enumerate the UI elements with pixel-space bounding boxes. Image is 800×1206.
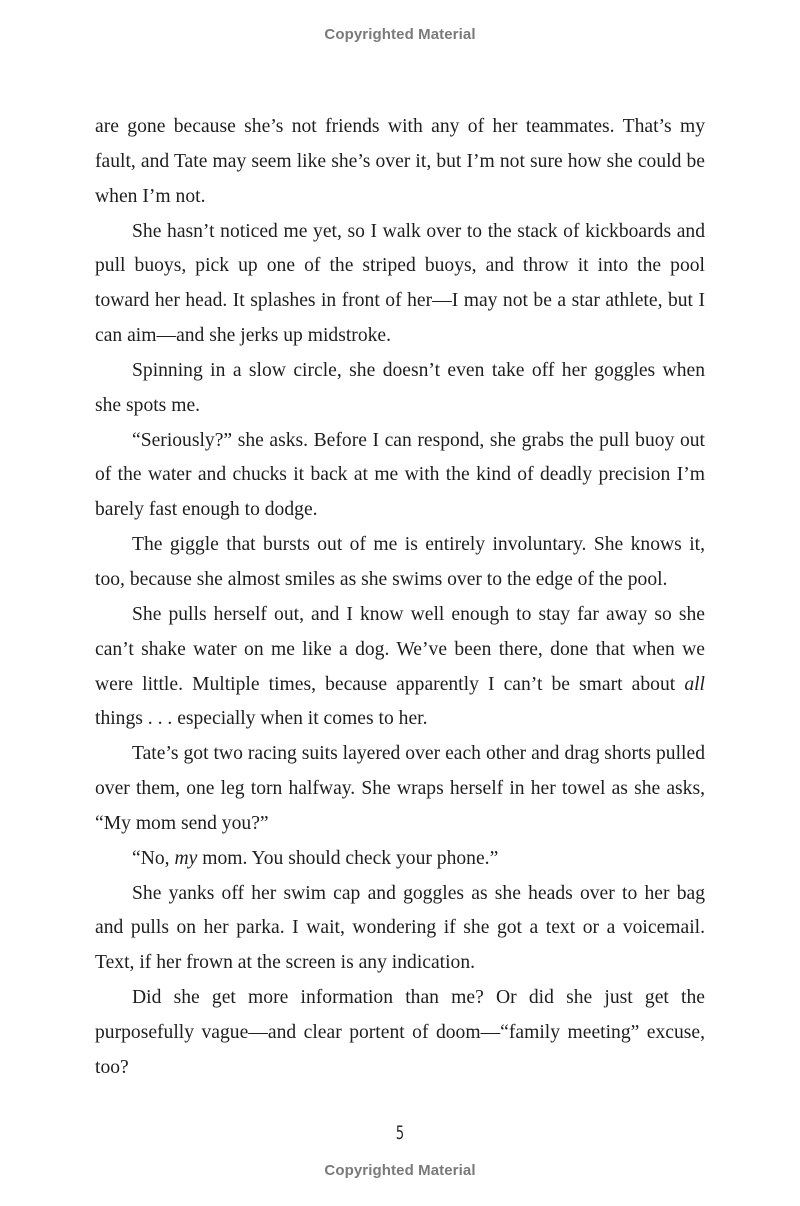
paragraph-3: Spinning in a slow circle, she doesn’t even take off her goggles when she spots me. [95,359,705,416]
paragraph-1: are gone because she’s not friends with any of her teammates. That’s my fault, and Tate may seem like she’s over it, but I’m not sure how she could be when I’m not. [95,116,705,207]
paragraph-5: The giggle that bursts out of me is entirely involuntary. She knows it, too, because she almost smiles as she swims over to the edge of the pool. [95,534,705,590]
paragraph-8-emphasis: my [174,847,198,869]
paragraph-6-emphasis: all [684,673,705,695]
paragraph-8-text-before: “No, [132,847,175,869]
page-number: 5 [395,1122,405,1144]
paragraph-10: Did she get more information than me? Or did she just get the purposefully vague—and clear portent of doom—“family meeting” excuse, too? [95,987,705,1078]
paragraph-6-text-before: She pulls herself out, and I know well enough to stay far away so she can’t shake water on me like a dog. We’ve been there, done that when we were little. Multiple times, because apparently I can’t be smart about [95,603,705,695]
page-body-text [95,110,705,1086]
copyright-footer: Copyrighted Material [324,1162,476,1179]
paragraph-6 [95,598,705,737]
paragraph-9: She yanks off her swim cap and goggles as she heads over to her bag and pulls on her parka. I wait, wondering if she got a text or a voicemail. Text, if her frown at the screen is any indication. [95,882,705,974]
paragraph-7: Tate’s got two racing suits layered over each other and drag shorts pulled over them, one leg torn halfway. She wraps herself in her towel as she asks, “My mom send you?” [95,743,705,834]
paragraph-8 [95,842,705,877]
paragraph-4: “Seriously?” she asks. Before I can respond, she grabs the pull buoy out of the water and chucks it back at me with the kind of deadly precision I’m barely fast enough to dodge. [95,429,705,521]
paragraph-6-text-after: things . . . especially when it comes to her. [95,708,428,730]
paragraph-8-text-after: mom. You should check your phone.” [197,847,499,869]
paragraph-2: She hasn’t noticed me yet, so I walk over to the stack of kickboards and pull buoys, pick up one of the striped buoys, and throw it into the pool toward her head. It splashes in front of her—I may not be a star athlete, but I can aim—and she jerks up midstroke. [95,220,705,347]
copyright-header: Copyrighted Material [324,26,476,43]
